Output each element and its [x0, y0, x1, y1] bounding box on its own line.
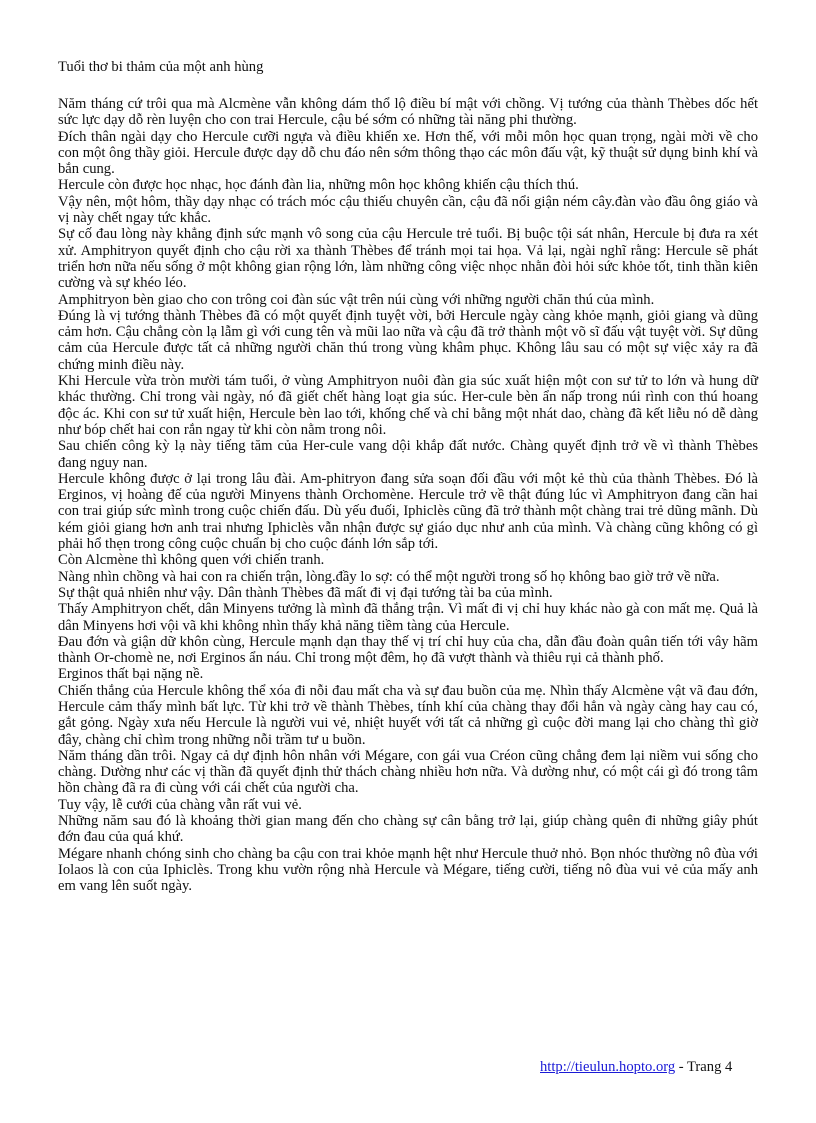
paragraph: Sự cố đau lòng này khẳng định sức mạnh vô song của cậu Hercule trẻ tuổi. Bị buộc tội sát nhân, Hercule bị đưa ra xét xử. Amphitryon quyết định cho cậu rời xa thành Thèbes để tránh mọi tai họa. Vả lại, ngài nghĩ rằng: Hercule sẽ phát triển hơn nữa nếu sống ở một không gian rộng lớn, làm những công việc nhọc nhằn đòi hỏi sức khỏe tốt, tinh thần kiên cường và sự khéo léo.: [58, 226, 758, 292]
paragraph: Sau chiến công kỳ lạ này tiếng tăm của Her-cule vang dội khắp đất nước. Chàng quyết định trở về vì thành Thèbes đang nguy nan.: [58, 438, 758, 471]
page-number: - Trang 4: [675, 1059, 733, 1075]
paragraph: Đau đớn và giận dữ khôn cùng, Hercule mạnh dạn thay thế vị trí chỉ huy của cha, dẫn đầu đoàn quân tiến tới vây hãm thành Or-chomè ne, nơi Erginos ẩn náu. Chỉ trong một đêm, họ đã vượt thành và thiêu rụi cả thành phố.: [58, 633, 758, 667]
paragraph: Amphitryon bèn giao cho con trông coi đàn súc vật trên núi cùng với những người chăn thú của mình.: [58, 291, 655, 308]
document-body: [58, 96, 758, 895]
paragraph: Hercule không được ở lại trong lâu đài. Am-phitryon đang sửa soạn đối đầu với một kẻ thù của thành Thèbes. Đó là Erginos, vị hoàng đế của người Minyens thành Orchomène. Hercule trở về thật đúng lúc vì Amphitryon đang cần hai con trai giúp sức mình trong cuộc chiến đấu. Dù yếu đuối, Iphiclès cũng đã trở thành một chàng trai trẻ dũng mãnh. Dù kém giỏi giang hơn anh trai nhưng Iphiclès vẫn nhận được sự giáo dục như anh của mình. Và chàng cũng không có gì phải hổ thẹn trong công cuộc chuẩn bị cho cuộc đánh lớn sắp tới.: [58, 470, 758, 553]
document-title: Tuổi thơ bi thảm của một anh hùng: [58, 59, 264, 75]
paragraph: Năm tháng cứ trôi qua mà Alcmène vẫn không dám thổ lộ điều bí mật với chồng. Vị tướng của thành Thèbes dốc hết sức lực dạy dỗ rèn luyện cho con trai Hercule, cậu bé sớm có những tài năng phi thường.: [58, 96, 758, 129]
paragraph: Nàng nhìn chồng và hai con ra chiến trận, lòng.đầy lo sợ: có thể một người trong số họ không bao giờ trở về nữa.: [58, 568, 720, 585]
paragraph: Những năm sau đó là khoảng thời gian mang đến cho chàng sự cân bằng trở lại, giúp chàng quên đi những giây phút đớn đau của quá khứ.: [58, 813, 758, 846]
page-footer: [540, 1058, 732, 1076]
paragraph: Mégare nhanh chóng sinh cho chàng ba cậu con trai khỏe mạnh hệt như Hercule thuở nhỏ. Bọn nhóc thường nô đùa với Iolaos là con của Iphiclès. Trong khu vườn rộng nhà Hercule và Mégare, tiếng cười, tiếng nô đùa vui vẻ của mấy anh em vang lên suốt ngày.: [58, 845, 758, 895]
paragraph: Khi Hercule vừa tròn mười tám tuổi, ở vùng Amphitryon nuôi đàn gia súc xuất hiện một con sư tử to lớn và hung dữ khác thường. Chỉ trong vài ngày, nó đã giết chết hàng loạt gia súc. Her-cule bèn ẩn nấp trong núi rình con thú hoang độc ác. Khi con sư tử xuất hiện, Hercule bèn lao tới, khống chế và chỉ bằng một nhát dao, chàng đã kết liễu nó dễ dàng như bóp chết hai con rắn ngay từ khi còn nằm trong nôi.: [58, 373, 758, 438]
paragraph: Sự thật quả nhiên như vậy. Dân thành Thèbes đã mất đi vị đại tướng tài ba của mình.: [58, 584, 553, 601]
paragraph: Tuy vậy, lễ cưới của chàng vẫn rất vui vẻ.: [58, 796, 302, 813]
paragraph: Vậy nên, một hôm, thầy dạy nhạc có trách móc cậu thiếu chuyên cần, cậu đã nổi giận ném cây.đàn vào đầu ông giáo và vị này chết ngay tức khắc.: [58, 193, 758, 227]
paragraph: Erginos thất bại nặng nề.: [58, 666, 204, 683]
paragraph: Đúng là vị tướng thành Thèbes đã có một quyết định tuyệt vời, bởi Hercule ngày càng khỏe mạnh, giỏi giang và dũng cảm hơn. Cậu chẳng còn lạ lẫm gì với cung tên và mũi lao nữa và cậu đã trở thành một võ sĩ đấu vật tuyệt vời. Sự dũng cảm của Hercule được tất cả những người chăn thú trong vùng khâm phục. Không lâu sau có một sự việc xảy ra đã chứng minh điều này.: [58, 307, 758, 373]
source-link[interactable]: http://tieulun.hopto.org: [540, 1059, 676, 1075]
paragraph: Chiến thắng của Hercule không thể xóa đi nỗi đau mất cha và sự đau buồn của mẹ. Nhìn thấy Alcmène vật vã đau đớn, Hercule cảm thấy mình bất lực. Từ khi trở về thành Thèbes, tính khí của chàng thay đổi hẳn và ngày càng hay cau có, gắt gỏng. Ngày xưa nếu Hercule là người vui vẻ, nhiệt huyết với tất cả những gì cuộc đời mang lại cho chàng thì giờ đây, chàng chỉ chìm trong những nỗi trầm tư u buồn.: [58, 682, 758, 748]
paragraph: Hercule còn được học nhạc, học đánh đàn lia, những môn học không khiến cậu thích thú.: [58, 177, 579, 194]
paragraph: Năm tháng dần trôi. Ngay cả dự định hôn nhân với Mégare, con gái vua Créon cũng chẳng đem lại niềm vui sống cho chàng. Dường như các vị thần đã quyết định thử thách chàng nhiều hơn nữa. Và dường như, có một cái gì đó trong tâm hồn chàng đã ra đi cùng với cái chết của người cha.: [58, 747, 758, 797]
paragraph: Thấy Amphitryon chết, dân Minyens tưởng là mình đã thắng trận. Vì mất đi vị chỉ huy khác nào gà con mất mẹ. Quả là dân Minyens hơi vội vã khi không nhìn thấy khả năng tiềm tàng của Hercule.: [58, 601, 758, 634]
paragraph: Đích thân ngài dạy cho Hercule cưỡi ngựa và điều khiển xe. Hơn thế, với mỗi môn học quan trọng, ngài mời về cho con một ông thầy giỏi. Hercule được dạy dỗ chu đáo nên sớm thông thạo các môn đấu vật, kỹ thuật sử dụng binh khí và bắn cung.: [58, 128, 758, 178]
paragraph: Còn Alcmène thì không quen với chiến tranh.: [58, 552, 325, 569]
